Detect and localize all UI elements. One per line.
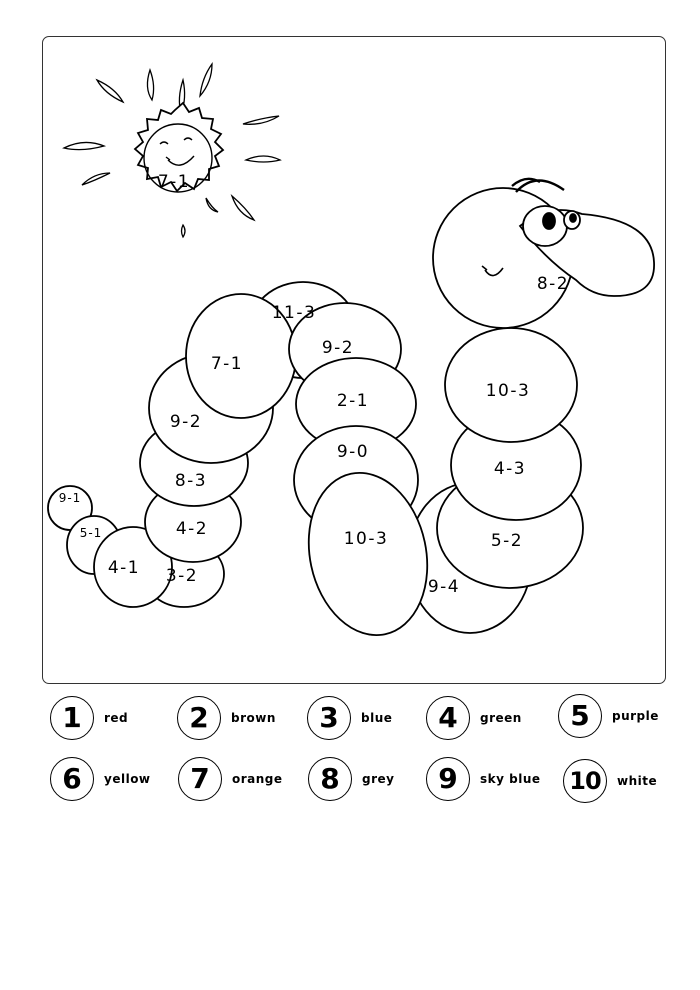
key-number: 9 [426, 757, 470, 801]
caterpillar [48, 179, 654, 646]
segment-label: 9-0 [336, 442, 370, 462]
segment-label: 10-3 [343, 529, 389, 549]
segment-label: 3-2 [165, 566, 199, 586]
segment-label: 4-2 [175, 519, 209, 539]
key-number: 6 [50, 757, 94, 801]
segment-label: 9-2 [169, 412, 203, 432]
head-label: 8-2 [536, 274, 570, 294]
segment-label: 4-3 [493, 459, 527, 479]
key-number: 3 [307, 696, 351, 740]
segment-label: 7-1 [210, 354, 244, 374]
segment-label: 8-3 [174, 471, 208, 491]
key-number: 2 [177, 696, 221, 740]
key-color-name: brown [231, 711, 276, 725]
segment-label: 5-2 [490, 531, 524, 551]
key-color-name: grey [362, 772, 395, 786]
key-number: 4 [426, 696, 470, 740]
key-color-name: red [104, 711, 129, 725]
segment-label: 5-1 [79, 526, 103, 540]
key-color-name: blue [361, 711, 393, 725]
segment-label: 2-1 [336, 391, 370, 411]
key-color-name: sky blue [480, 772, 541, 786]
segment-label: 4-1 [107, 558, 141, 578]
key-color-name: orange [232, 772, 283, 786]
key-number: 5 [558, 694, 602, 738]
key-color-name: green [480, 711, 522, 725]
key-color-name: purple [612, 709, 659, 723]
segment-label: 9-4 [427, 577, 461, 597]
segment-label: 9-1 [58, 491, 82, 505]
sun-label: 7-1 [157, 172, 191, 192]
segment-label: 10-3 [485, 381, 531, 401]
key-number: 1 [50, 696, 94, 740]
key-color-name: white [617, 774, 658, 788]
key-number: 8 [308, 757, 352, 801]
key-number: 7 [178, 757, 222, 801]
key-color-name: yellow [104, 772, 151, 786]
segment-label: 11-3 [271, 303, 317, 323]
caterpillar-head[interactable] [433, 179, 654, 328]
segment-label: 9-2 [321, 338, 355, 358]
sun[interactable] [64, 64, 280, 237]
key-number: 10 [563, 759, 607, 803]
